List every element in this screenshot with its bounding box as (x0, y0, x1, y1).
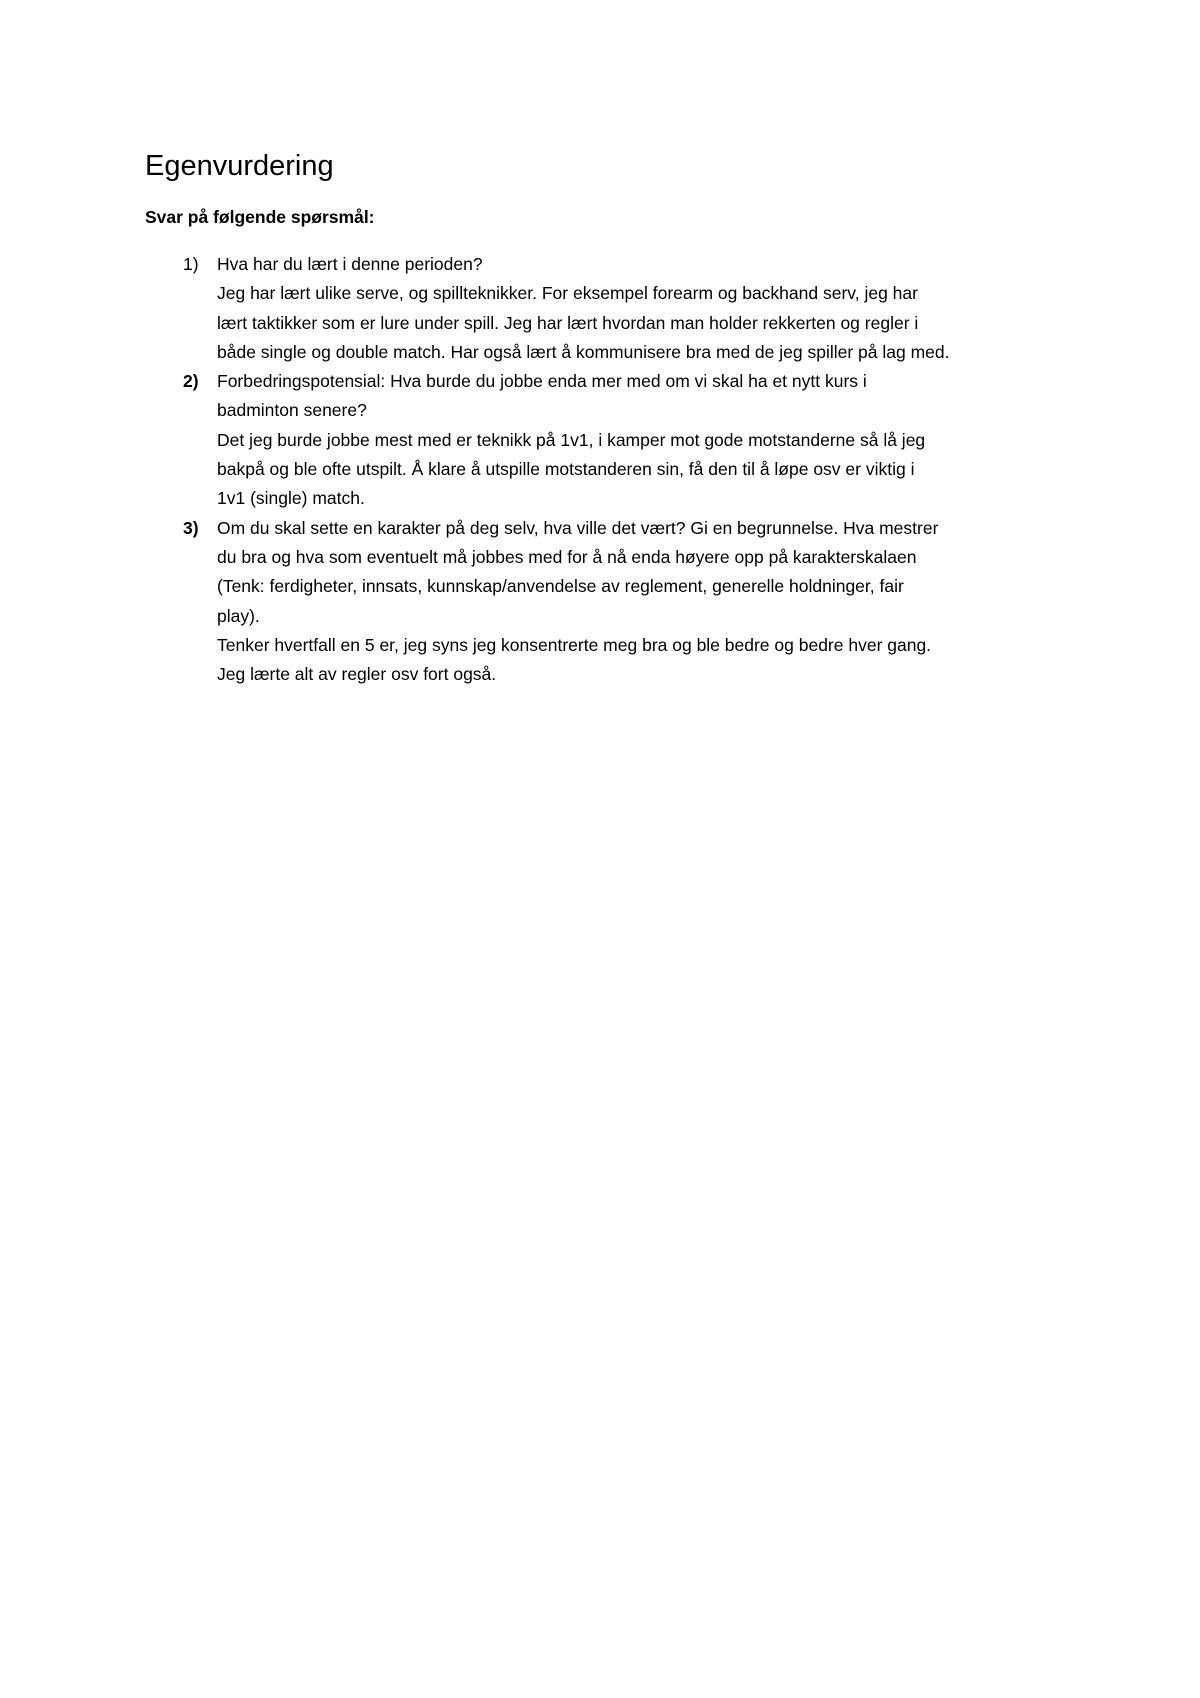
question-text-line: Forbedringspotensial: Hva burde du jobbe enda mer med om vi skal ha et nytt kurs i (217, 371, 867, 392)
answer-text-line: Jeg har lært ulike serve, og spillteknikker. For eksempel forearm og backhand serv, jeg har (217, 283, 918, 304)
question-text-line: play). (217, 605, 260, 626)
question-text-line: Om du skal sette en karakter på deg selv, hva ville det vært? Gi en begrunnelse. Hva mestrer (217, 517, 939, 538)
answer-text-line: bakpå og ble ofte utspilt. Å klare å utspille motstanderen sin, få den til å løpe osv er viktig i (217, 459, 915, 480)
question-list (145, 250, 1075, 689)
question-text-line: Hva har du lært i denne perioden? (217, 254, 483, 274)
question-number: 1) (183, 254, 199, 274)
question-item-1 (145, 250, 1075, 367)
answer-text-line: både single og double match. Har også lært å kommunisere bra med de jeg spiller på lag med. (217, 341, 950, 362)
answer-text-line: Tenker hvertfall en 5 er, jeg syns jeg konsentrerte meg bra og ble bedre og bedre hver gang. (217, 634, 932, 655)
question-number: 3) (183, 517, 199, 538)
question-number: 2) (183, 371, 199, 392)
answer-text-line: Jeg lærte alt av regler osv fort også. (217, 664, 497, 685)
question-item-3 (145, 514, 1075, 690)
answer-text-line: Det jeg burde jobbe mest med er teknikk på 1v1, i kamper mot gode motstanderne så lå jeg (217, 429, 926, 450)
question-text-line: du bra og hva som eventuelt må jobbes med for å nå enda høyere opp på karakterskalaen (217, 546, 917, 567)
question-text-line: badminton senere? (217, 400, 367, 421)
document-title: Egenvurdering (145, 150, 334, 182)
question-text-line: (Tenk: ferdigheter, innsats, kunnskap/anvendelse av reglement, generelle holdninger, fair (217, 576, 904, 597)
instructions-heading: Svar på følgende spørsmål: (145, 207, 375, 227)
answer-text-line: lært taktikker som er lure under spill. Jeg har lært hvordan man holder rekkerten og regler i (217, 312, 919, 333)
question-item-2 (145, 367, 1075, 513)
answer-text-line: 1v1 (single) match. (217, 488, 365, 509)
